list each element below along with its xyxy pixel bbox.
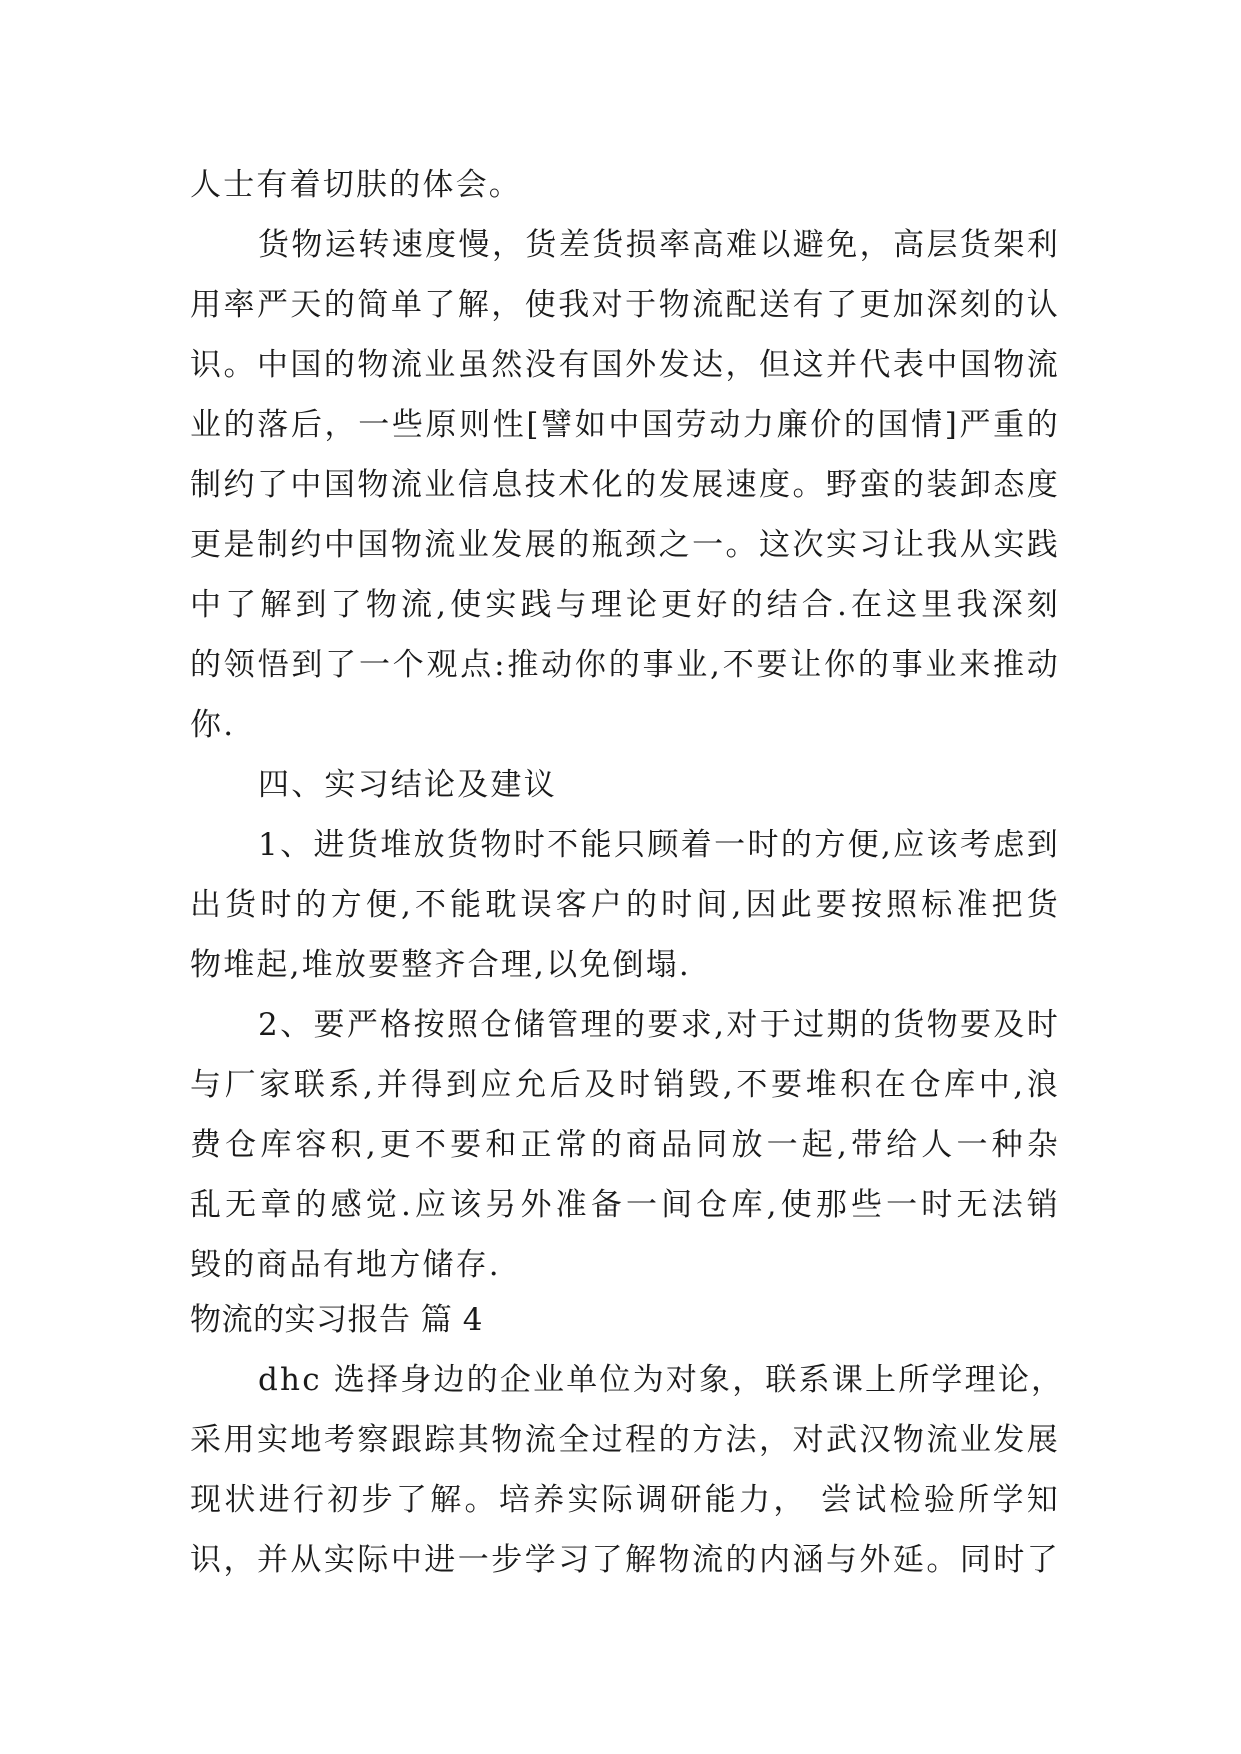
text-line: 的领悟到了一个观点:推动你的事业,不要让你的事业来推动: [190, 647, 1060, 683]
article-title: 物流的实习报告 篇 4: [190, 1302, 483, 1338]
text-line: 物堆起,堆放要整齐合理,以免倒塌.: [190, 947, 691, 983]
paragraph-first-line: 1、进货堆放货物时不能只顾着一时的方便,应该考虑到: [258, 827, 1060, 863]
text-line: 用率严天的简单了解，使我对于物流配送有了更加深刻的认: [190, 287, 1060, 323]
text-line: 与厂家联系,并得到应允后及时销毁,不要堆积在仓库中,浪: [190, 1067, 1060, 1103]
text-line: 出货时的方便,不能耽误客户的时间,因此要按照标准把货: [190, 887, 1060, 923]
text-line: 采用实地考察跟踪其物流全过程的方法，对武汉物流业发展: [190, 1422, 1060, 1458]
text-line: 业的落后，一些原则性[譬如中国劳动力廉价的国情]严重的: [190, 407, 1060, 443]
section-heading: 四、实习结论及建议: [258, 767, 557, 803]
text-line: 更是制约中国物流业发展的瓶颈之一。这次实习让我从实践: [190, 527, 1060, 563]
text-line: 中了解到了物流,使实践与理论更好的结合.在这里我深刻: [190, 587, 1060, 623]
text-line: 费仓库容积,更不要和正常的商品同放一起,带给人一种杂: [190, 1127, 1060, 1163]
text-line: 制约了中国物流业信息技术化的发展速度。野蛮的装卸态度: [190, 467, 1060, 503]
paragraph-first-line: 货物运转速度慢，货差货损率高难以避免，高层货架利: [258, 227, 1060, 263]
text-line: 识，并从实际中进一步学习了解物流的内涵与外延。同时了: [190, 1542, 1060, 1578]
text-line: 人士有着切肤的体会。: [190, 167, 522, 203]
text-line: 识。中国的物流业虽然没有国外发达，但这并代表中国物流: [190, 347, 1060, 383]
text-line: 你.: [190, 707, 236, 743]
paragraph-first-line: 2、要严格按照仓储管理的要求,对于过期的货物要及时: [258, 1007, 1060, 1043]
text-line: 现状进行初步了解。培养实际调研能力， 尝试检验所学知: [190, 1482, 1060, 1518]
text-line: 毁的商品有地方储存.: [190, 1247, 501, 1283]
paragraph-first-line: dhc 选择身边的企业单位为对象，联系课上所学理论，: [258, 1362, 1065, 1398]
text-line: 乱无章的感觉.应该另外准备一间仓库,使那些一时无法销: [190, 1187, 1060, 1223]
